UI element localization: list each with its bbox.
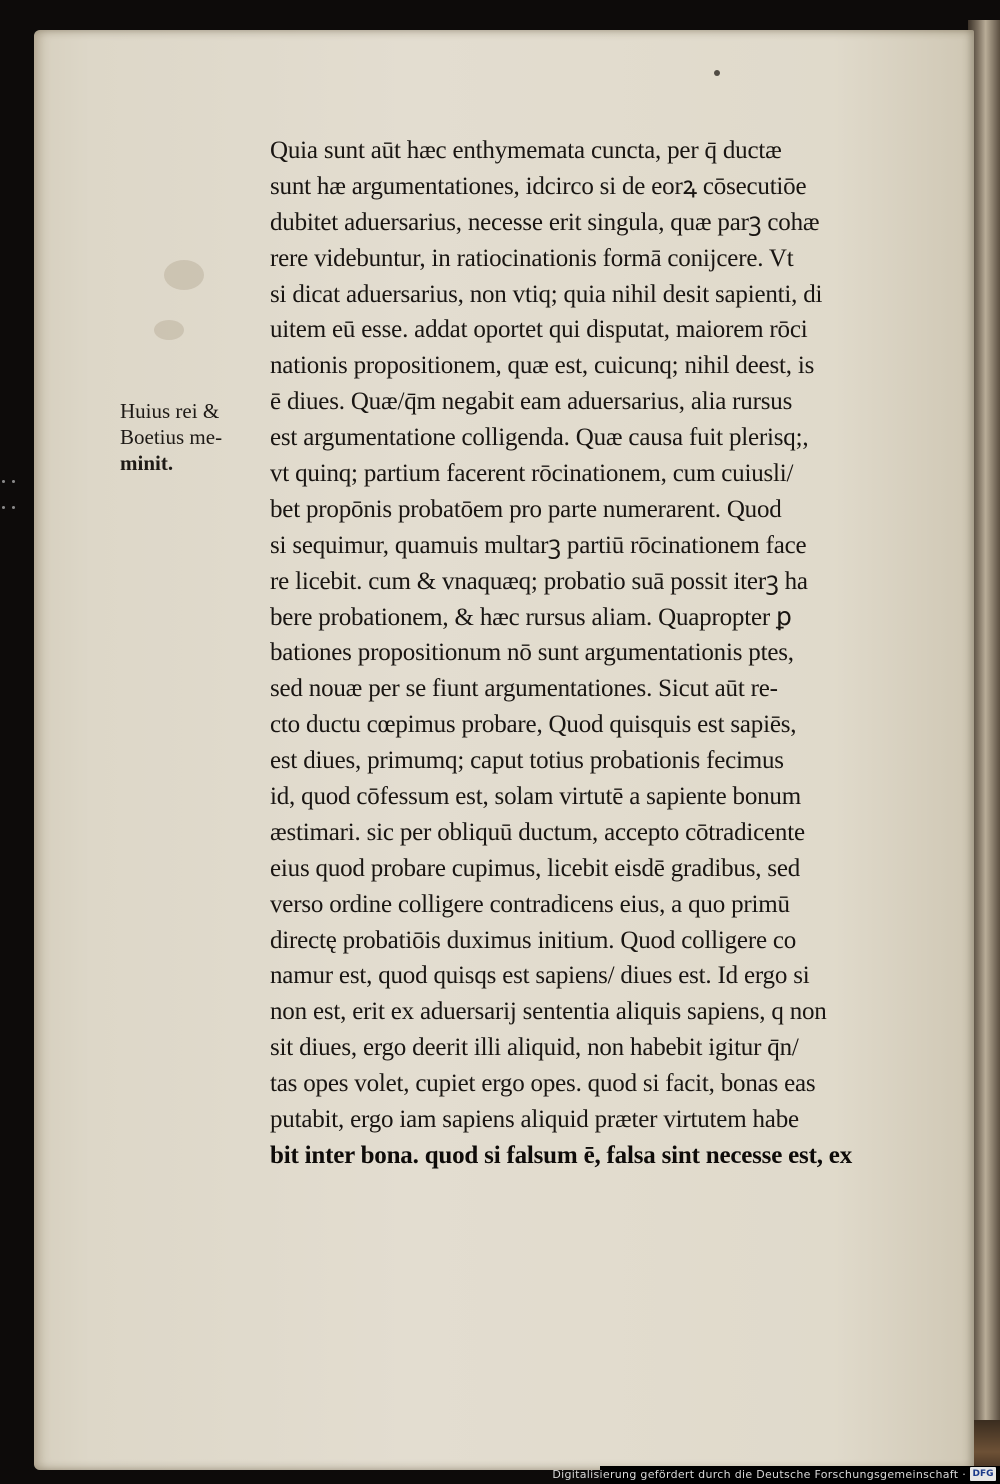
marginal-note-line: Boetius me- (120, 425, 223, 449)
text-line: æstimari. sic per obliquū ductum, accepto cōtradicente (270, 818, 805, 846)
text-line: uitem eū esse. addat oportet qui disputat, maiorem rōci (270, 316, 808, 344)
text-line: si sequimur, quamuis multarꝫ partiū rōcinationem face (270, 531, 807, 559)
text-line: bit inter bona. quod si falsum ē, falsa sint necesse est, ex (270, 1141, 853, 1169)
text-line: nationis propositionem, quæ est, cuicunq; nihil deest, is (270, 352, 815, 380)
text-line: dubitet aduersarius, necesse erit singula, quæ parꝫ cohæ (270, 208, 820, 236)
text-line: sed nouæ per se fiunt argumentationes. Sicut aūt re- (270, 675, 778, 703)
text-line: namur est, quod quisqs est sapiens/ diues est. Id ergo si (270, 962, 810, 990)
marginal-note-line: minit. (120, 451, 174, 475)
text-line: sunt hæ argumentationes, idcirco si de eorꝝ cōsecutiōe (270, 172, 807, 200)
text-line: sit diues, ergo deerit illi aliquid, non habebit igitur q̄n/ (270, 1034, 799, 1062)
text-line: est diues, primumq; caput totius probationis fecimus (270, 747, 784, 775)
text-line: non est, erit ex aduersarij sententia aliquis sapiens, q non (270, 998, 827, 1026)
text-line: re licebit. cum & vnaquæq; probatio suā possit iterꝫ ha (270, 567, 808, 595)
main-text-block (270, 133, 960, 1174)
marginal-note-line: Huius rei & (120, 399, 220, 423)
text-line: id, quod cōfessum est, solam virtutē a sapiente bonum (270, 783, 801, 811)
text-line: directę probatiōis duximus initium. Quod colligere co (270, 926, 797, 954)
text-line: Quia sunt aūt hæc enthymemata cuncta, per q̄ ductæ (270, 137, 782, 164)
digitization-credit: Digitalisierung gefördert durch die Deutsche Forschungsgemeinschaft · (552, 1468, 966, 1481)
text-line: verso ordine colligere contradicens eius, a quo primū (270, 890, 790, 918)
text-line: bere probationem, & hæc rursus aliam. Quapropter ꝑ (270, 603, 792, 631)
text-line: rere videbuntur, in ratiocinationis formā conijcere. Vt (270, 244, 794, 272)
text-line: tas opes volet, cupiet ergo opes. quod si facit, bonas eas (270, 1070, 816, 1098)
text-line: cto ductu cœpimus probare, Quod quisquis est sapiēs, (270, 711, 797, 739)
text-line: si dicat aduersarius, non vtiq; quia nihil desit sapienti, di (270, 280, 823, 308)
text-line: eius quod probare cupimus, licebit eisdē gradibus, sed (270, 854, 801, 882)
text-line: bet propōnis probatōem pro parte numerarent. Quod (270, 495, 782, 523)
scan-margin-dots (0, 480, 20, 520)
text-line: est argumentatione colligenda. Quæ causa fuit plerisq;, (270, 424, 809, 452)
text-line: bationes propositionum nō sunt argumentationis ptes, (270, 639, 794, 667)
text-line: vt quinq; partium facerent rōcinationem, cum cuiusli/ (270, 460, 794, 488)
page-stain (714, 70, 720, 76)
page-stain (164, 260, 204, 290)
marginal-note (120, 398, 270, 476)
page-stain (154, 320, 184, 340)
text-line: putabit, ergo iam sapiens aliquid præter virtutem habe (270, 1106, 799, 1134)
dfg-logo: DFG (970, 1467, 996, 1481)
text-line: ē diues. Quæ/q̄m negabit eam aduersarius, alia rursus (270, 388, 793, 416)
